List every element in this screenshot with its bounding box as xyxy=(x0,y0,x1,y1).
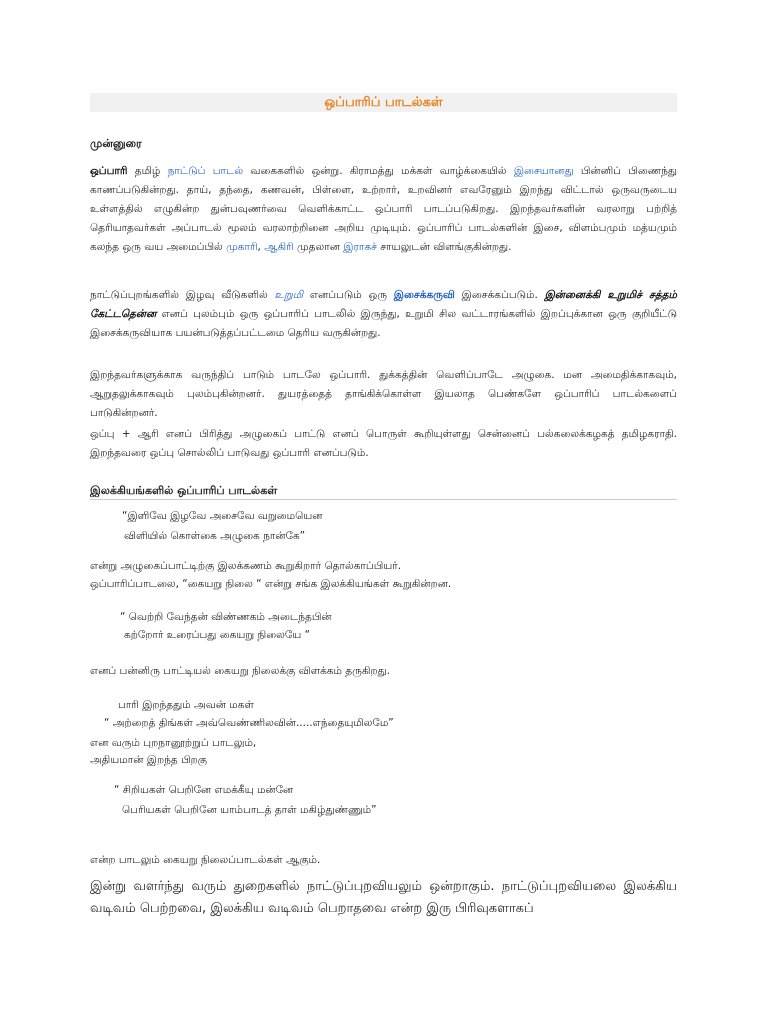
text-line: அதியமான் இறந்த பிறகு xyxy=(90,754,207,766)
paragraph-3: இறந்தவர்களுக்காக வருந்திப் பாடும் பாடலே ஒப்பாரி. துக்கத்தின் வெளிப்பாடே அழுகை. மன அமைதிக்காகவும், ஆறுதலுக்காகவும் புலம்புகின்றனர். துயரத்தைத் தாங்கிக்கொள்ள இயலாத பெண்களே ஒப்பாரிப் பாடல்களைப் பாடுகின்றனர். xyxy=(90,369,677,419)
verse-line: “ சிறியகள் பெறினே எமக்கீயு மன்னே xyxy=(114,784,294,796)
text: பின்னிப் பிணைந்து காணப்படுகின்றது. தாய், தந்தை, கணவன், பிள்ளை, உற்றார், உறவினர் எவரேனும் இறந்து விட்டால் ஒருவருடைய உள்ளத்தில் எழுகின்ற துன்பவுணர்வை வெளிக்காட்ட ஒப்பாரி பாடப்படுகிறது. இறந்தவர்களின் வரலாறு பற்றித் தெரியாதவர்கள் அப்பாடல் மூலம் வரலாற்றினை அறிய முடியும். ஒப்பாரிப் பாடல்களின் இசை, விளம்பமும் மத்யமும் கலந்த ஒரு வய அமைப்பில் xyxy=(90,165,677,253)
verse-line: விளியில் கொள்கை அழுகை நான்கே” xyxy=(124,530,306,542)
paragraph-1 xyxy=(90,162,677,257)
text-line: எனப் பன்னிரு பாட்டியல் கையறு நிலைக்கு விளக்கம் தருகிறது. xyxy=(90,665,391,677)
verse-line: பெரியகள் பெறினே யாம்பாடத் தாள் மகிழ்துண்ணும்” xyxy=(122,804,377,816)
text-line: ஒப்பாரிப்பாடலை, “கையறு நிலை “ என்று சங்க இலக்கியங்கள் கூறுகின்றன. xyxy=(90,578,452,590)
literature-heading: இலக்கியங்களில் ஒப்பாரிப் பாடல்கள் xyxy=(90,484,278,497)
paragraph-2 xyxy=(90,286,677,343)
link-mukhari[interactable]: முகாரி xyxy=(226,241,258,253)
verse-line: “ வெற்றி வேந்தன் விண்ணகம் அடைந்தபின் xyxy=(120,611,332,623)
text: , xyxy=(257,241,265,253)
verse-line: “ அற்றைத் திங்கள் அவ்வெண்ணிலவின்.....எந்தையுமிலமே” xyxy=(104,717,394,729)
paragraph-5: இன்று வளர்ந்து வரும் துறைகளில் நாட்டுப்புறவியலும் ஒன்றாகும். நாட்டுப்புறவியலை இலக்கிய வடிவம் பெற்றவை, இலக்கிய வடிவம் பெறாதவை என்ற இரு பிரிவுகளாகப் xyxy=(90,879,677,916)
text-line: என்ற பாடலும் கையறு நிலைப்பாடல்கள் ஆகும். xyxy=(90,854,321,866)
text-line: என வரும் புறநானூற்றுப் பாடலும், xyxy=(90,737,257,749)
link-raga[interactable]: இராகச் xyxy=(343,241,377,253)
divider xyxy=(90,499,677,500)
link-instrument[interactable]: இசைக்கருவி xyxy=(393,289,455,301)
text: நாட்டுப்புறங்களில் இழவு வீடுகளில் xyxy=(90,289,275,301)
link-music[interactable]: இசையானது xyxy=(513,165,574,177)
text: எனப் புலம்பும் ஒரு ஒப்பாரிப் பாடலில் இருந்து, உறுமி சில வட்டாரங்களில் இறப்புக்கான ஒரு குறியீட்டு இசைக்கருவியாக பயன்படுத்தப்பட்டமை தெரிய வருகின்றது. xyxy=(90,308,677,339)
text-line: என்று அழுகைப்பாட்டிற்கு இலக்கணம் கூறுகிறார் தொல்காப்பியர். xyxy=(90,560,402,572)
quoted-song: இன்னைக்கி உறுமிச் சத்தம் கேட்டதென்ன xyxy=(90,289,677,320)
verse-line: “இளிவே இழவே அசைவே வறுமையென xyxy=(122,510,323,522)
link-ahiri[interactable]: ஆகிரி xyxy=(264,241,294,253)
text: சாயலுடன் விளங்குகின்றது. xyxy=(376,241,512,253)
text: முதலான xyxy=(293,241,344,253)
verse-line: கற்றோர் உரைப்பது கையறு நிலையே “ xyxy=(124,629,311,641)
intro-heading: முன்னுரை xyxy=(90,137,142,150)
verse-line: பாரி இறந்ததும் அவன் மகள் xyxy=(118,699,254,711)
link-folk-song[interactable]: நாட்டுப் பாடல் xyxy=(167,165,244,177)
text: தமிழ் xyxy=(127,165,168,177)
page-title: ஒப்பாரிப் பாடல்கள் xyxy=(90,93,677,112)
link-urumi[interactable]: உறுமி xyxy=(274,289,304,301)
text: எனப்படும் ஒரு xyxy=(303,289,394,301)
text: வகைகளில் ஒன்று. கிராமத்து மக்கள் வாழ்க்கையில் xyxy=(243,165,514,177)
term-oppari: ஒப்பாரி xyxy=(90,165,128,177)
text: இசைக்கப்படும். xyxy=(454,289,545,301)
paragraph-4: ஒப்பு + ஆரி எனப் பிரித்து அழுகைப் பாட்டு எனப் பொருள் கூறியுள்ளது சென்னைப் பல்கலைக்கழகத் தமிழகராதி. இறந்தவரை ஒப்பு சொல்லிப் பாடுவது ஒப்பாரி எனப்படும். xyxy=(90,428,677,459)
